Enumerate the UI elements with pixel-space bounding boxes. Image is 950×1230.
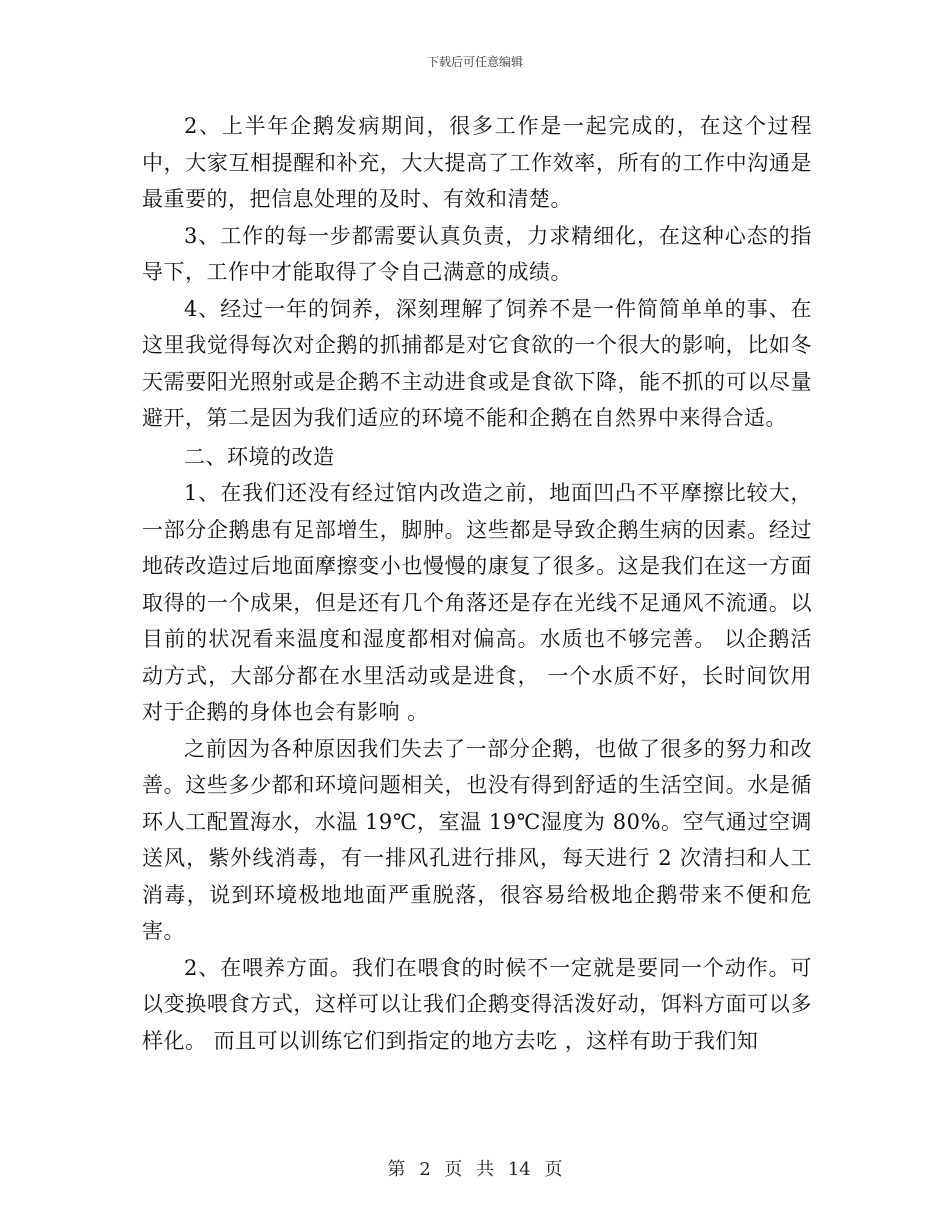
paragraph-environment-losses: 之前因为各种原因我们失去了一部分企鹅，也做了很多的努力和改善。这些多少都和环境问题相关，也没有得到舒适的生活空间。水是循环人工配置海水，水温 19℃，室温 19℃湿度为 80%。空气通过空调送风，紫外线消毒，有一排风孔进行排风，每天进行 2 次清扫和人工消毒，说到环境极地地面严重脱落，很容易给极地企鹅带来不便和危害。 [142,736,812,943]
page-footer: 第 2 页 共 14 页 [387,1159,563,1180]
section-heading-environment: 二、环境的改造 [184,444,335,469]
paragraph-item-2: 2、上半年企鹅发病期间，很多工作是一起完成的，在这个过程中，大家互相提醒和补充，大大提高了工作效率，所有的工作中沟通是最重要的，把信息处理的及时、有效和清楚。 [142,114,812,211]
paragraph-environment-1: 1、在我们还没有经过馆内改造之前，地面凹凸不平摩擦比较大，一部分企鹅患有足部增生，脚肿。这些都是导致企鹅生病的因素。经过地砖改造过后地面摩擦变小也慢慢的康复了很多。这是我们在这一方面取得的一个成果，但是还有几个角落还是存在光线不足通风不流通。以目前的状况看来温度和湿度都相对偏高。水质也不够完善。 以企鹅活动方式，大部分都在水里活动或是进食， 一个水质不好，长时间饮用对于企鹅的身体也会有影响 。 [142,481,812,724]
paragraph-item-3: 3、工作的每一步都需要认真负责，力求精细化，在这种心态的指导下，工作中才能取得了令自己满意的成绩。 [142,223,812,284]
paragraph-feeding-2: 2、在喂养方面。我们在喂食的时候不一定就是要同一个动作。可以变换喂食方式，这样可以让我们企鹅变得活泼好动，饵料方面可以多样化。 而且可以训练它们到指定的地方去吃 ，这样有助于我们知 [142,955,812,1053]
paragraph-item-4: 4、经过一年的饲养，深刻理解了饲养不是一件简简单单的事、在这里我觉得每次对企鹅的抓捕都是对它食欲的一个很大的影响，比如冬天需要阳光照射或是企鹅不主动进食或是食欲下降，能不抓的可以尽量避开，第二是因为我们适应的环境不能和企鹅在自然界中来得合适。 [142,296,812,430]
page-header: 下载后可任意编辑 [426,55,523,69]
document-body [142,108,812,1059]
